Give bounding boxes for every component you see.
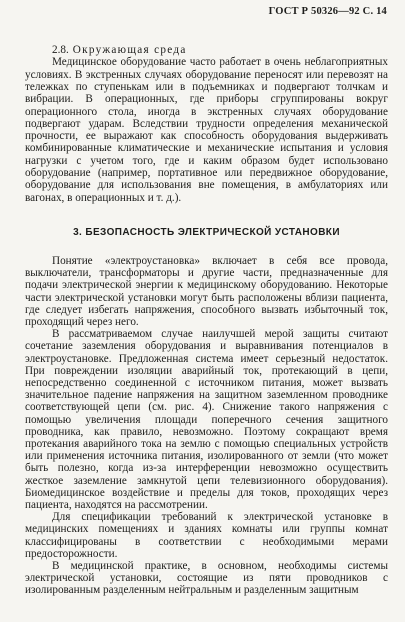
section-3-paragraph-3: Для спецификации требований к электрической установке в медицинских помещениях и зданиях комнаты или группы комнат классифицированы в соответствии с необходимыми мерами предосторожности. (25, 511, 388, 560)
section-2-8-title: Окружающая среда (72, 44, 187, 56)
section-2-8-heading (52, 44, 388, 56)
section-3-paragraph-4: В медицинской практике, в основном, необходимы системы электрической установки, состоящие из пяти проводников с изолированным разделенным нейтральным и разделенным защитным (25, 560, 388, 597)
section-2-8-number: 2.8. (52, 44, 69, 56)
section-2-8-paragraph: Медицинское оборудование часто работает в очень неблагоприятных условиях. В экстренных случаях оборудование переносят или перевозят на тележках по ступенькам или в подъемниках и подвергают толчкам и вибрации. В операционных, где приборы сгруппированы вокруг операционного стола, иногда в экстренных случаях оборудование подвергают ударам. Вследствии трудности определения механической прочности, ее выражают как способность оборудования выдерживать комбинированные климатические и механические испытания и условия нагрузки с учетом того, где и каким образом будет использовано оборудование (например, портативное или передвижное оборудование, оборудование для использования вне помещения, в амбулаториях или вагонах, в операционных и т. д.). (25, 56, 388, 204)
section-3 (25, 227, 388, 597)
section-3-paragraph-2: В рассматриваемом случае наилучшей мерой защиты считают сочетание заземления оборудования и выравнивания потенциалов в электроустановке. Предложенная система имеет серьезный недостаток. При повреждении изоляции аварийный ток, протекающий в цепи, непосредственно соединенной с источником питания, может вызвать значительное падение напряжения на защитном заземленном проводнике соответствующей цепи (см. рис. 4). Снижение такого напряжения с помощью увеличения площади поперечного сечения защитного проводника, как правило, невозможно. Поэтому сокращают время протекания аварийного тока на землю с помощью специальных устройств или применения источника питания, изолированного от земли (что может быть полезно, когда из-за интерференции невозможно осуществить жесткое заземление замкнутой цепи телевизионного оборудования). Биомедицинское воздействие и пределы для токов, проходящих через пациента, находятся на рассмотрении. (25, 328, 388, 512)
section-3-paragraph-1: Понятие «электроустановка» включает в себя все провода, выключатели, трансформаторы и другие части, предназначенные для подачи электрической энергии к медицинскому оборудованию. Некоторые части электрической установки могут быть расположены вблизи пациента, где следует избегать напряжения, способного вызвать избыточный ток, проходящий через него. (25, 255, 388, 329)
page-header: ГОСТ Р 50326—92 С. 14 (268, 6, 387, 17)
section-3-heading: 3. БЕЗОПАСНОСТЬ ЭЛЕКТРИЧЕСКОЙ УСТАНОВКИ (73, 227, 340, 238)
section-2-8 (25, 44, 388, 204)
